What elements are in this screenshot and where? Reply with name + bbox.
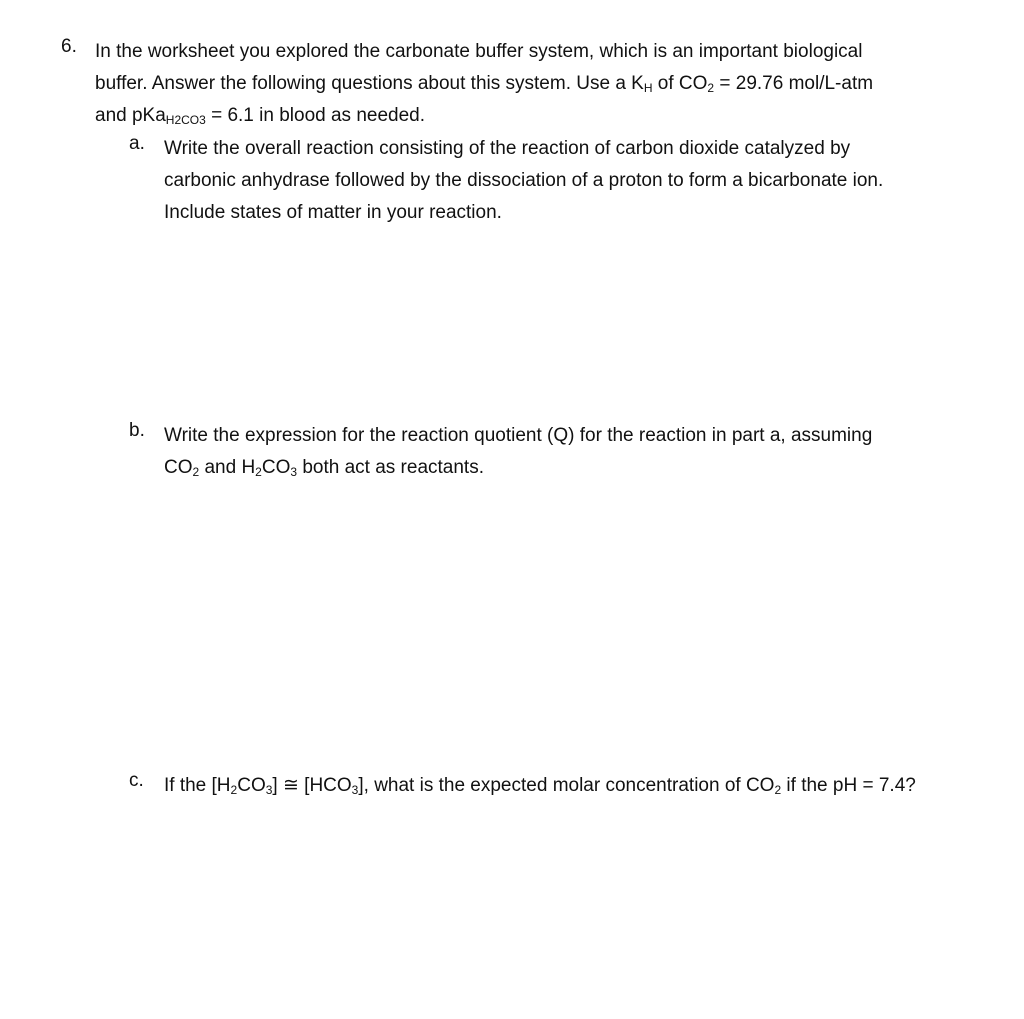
part-c-text-1: If the [H: [164, 775, 231, 796]
co2-subscript: 2: [774, 783, 782, 797]
part-a-answer-space[interactable]: [164, 235, 964, 405]
intro-line-2-text: buffer. Answer the following questions about this system. Use a K: [95, 73, 644, 94]
pka-subscript: H2CO3: [165, 113, 206, 127]
intro-line-3-end: = 6.1 in blood as needed.: [205, 105, 426, 126]
co2-subscript: 2: [192, 465, 200, 479]
part-c-label: c.: [129, 770, 144, 791]
co2-subscript: 2: [707, 81, 715, 95]
question-number: 6.: [61, 36, 77, 57]
part-a-label: a.: [129, 133, 145, 154]
part-b-line-1: Write the expression for the reaction quotient (Q) for the reaction in part a, assuming: [164, 425, 873, 446]
and-h-text: and H: [199, 457, 256, 478]
co-text: CO: [164, 457, 193, 478]
part-c-text-2: CO: [237, 775, 266, 796]
part-b-answer-space[interactable]: [164, 490, 964, 760]
part-a-line-1: Write the overall reaction consisting of the reaction of carbon dioxide catalyzed by: [164, 138, 851, 159]
kh-subscript: H: [643, 81, 653, 95]
h2-subscript: 2: [255, 465, 262, 479]
part-a-line-3: Include states of matter in your reaction.: [164, 202, 502, 223]
intro-line-3: [95, 100, 975, 132]
intro-line-2-end: = 29.76 mol/L-atm: [714, 73, 874, 94]
co3-subscript: 3: [265, 783, 273, 797]
co-text-2: CO: [261, 457, 291, 478]
co3-subscript: 3: [290, 465, 298, 479]
part-c-text-5: if the pH = 7.4?: [781, 775, 916, 796]
part-b-line-2-end: both act as reactants.: [297, 457, 484, 478]
intro-line-1: In the worksheet you explored the carbonate buffer system, which is an important biological: [95, 41, 863, 62]
part-b-line-2: [164, 452, 984, 484]
part-c-text-3: ] ≅ [HCO: [272, 775, 352, 796]
part-c-prompt: [164, 770, 1014, 802]
part-a-line-2: carbonic anhydrase followed by the dissociation of a proton to form a bicarbonate ion.: [164, 170, 884, 191]
part-c-answer-space[interactable]: [164, 810, 964, 1000]
part-b-label: b.: [129, 420, 145, 441]
part-a-prompt: [164, 133, 984, 229]
intro-line-2-mid: of CO: [652, 73, 708, 94]
intro-line-3-text: and pKa: [95, 105, 166, 126]
h2-subscript: 2: [230, 783, 238, 797]
hco3-subscript: 3: [351, 783, 359, 797]
part-c-text-4: ], what is the expected molar concentration of CO: [358, 775, 775, 796]
intro-line-2: [95, 68, 975, 100]
part-b-prompt: [164, 420, 984, 484]
question-intro: [95, 36, 975, 132]
